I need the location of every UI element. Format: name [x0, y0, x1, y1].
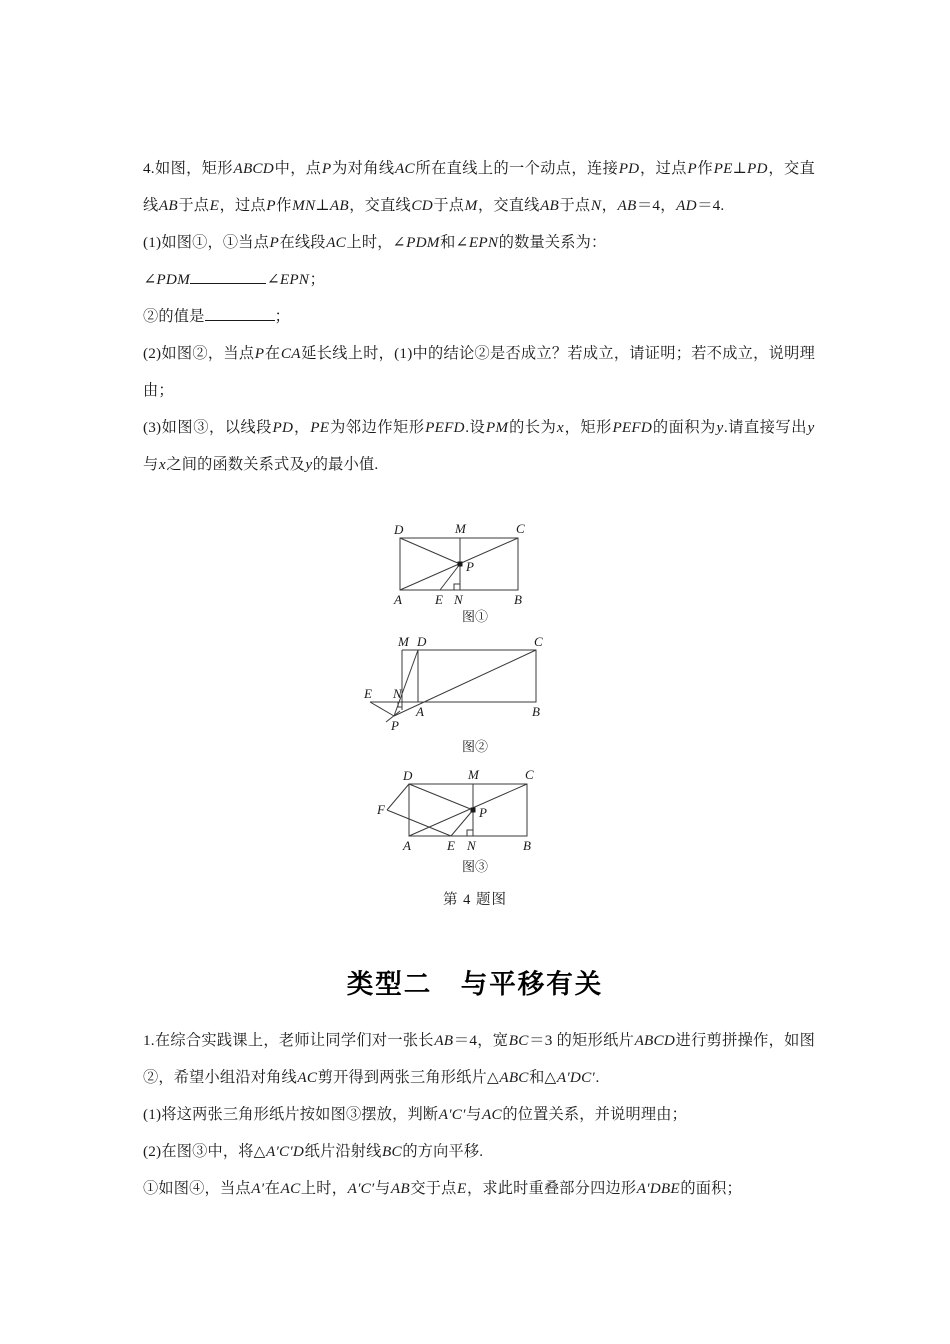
segment-pe [451, 810, 473, 836]
right-angle-mark-n [454, 584, 460, 590]
label-d: D [394, 522, 404, 537]
point-p-marker [458, 562, 463, 567]
segment-pe [370, 702, 394, 716]
problem-4-part-2: (2)如图②，当点P在CA延长线上时，(1)中的结论②是否成立？若成立，请证明；若不成立，说明理由； [143, 345, 815, 399]
figure-1-caption: 图① [461, 609, 488, 624]
figure-2-caption: 图② [461, 739, 488, 754]
segment-dp [409, 784, 473, 810]
answer-blank-relation[interactable] [190, 269, 266, 284]
problem-number: 4. [143, 160, 155, 177]
label-e: E [447, 838, 455, 853]
problem-1-part-1: (1)将这两张三角形纸片按如图③摆放，判断A′C′与AC的位置关系，并说明理由； [143, 1106, 688, 1123]
figure-2 [0, 632, 950, 756]
label-e: E [435, 592, 443, 607]
problem-1-stem: 1.在综合实践课上，老师让同学们对一张长AB＝4，宽BC＝3 的矩形纸片ABCD进行剪拼操作，如图②，希望小组沿对角线AC剪开得到两张三角形纸片△ABC和△A′DC′. [143, 1032, 815, 1086]
label-n: N [467, 838, 476, 853]
label-p: P [479, 805, 487, 820]
label-b: B [532, 704, 540, 719]
problem-number: 1. [143, 1032, 155, 1049]
label-a: A [403, 838, 411, 853]
problem-4-part-3: (3)如图③，以线段PD，PE为邻边作矩形PEFD.设PM的长为x，矩形PEFD的面积为y.请直接写出y与x之间的函数关系式及y的最小值. [143, 419, 815, 473]
problem-4-stem: 4.如图，矩形ABCD中，点P为对角线AC所在直线上的一个动点，连接PD，过点P作PE⊥PD，交直线AB于点E，过点P作MN⊥AB，交直线CD于点M，交直线AB于点N，AB＝4，AD＝4. [143, 160, 815, 214]
problem-1-part-2-sub1: ①如图④，当点A′在AC上时，A′C′与AB交于点E，求此时重叠部分四边形A′DBE的面积； [143, 1180, 742, 1197]
figure-3-drawing [375, 762, 575, 858]
figure-3 [0, 762, 950, 910]
label-c: C [534, 634, 543, 649]
figure-3-caption: 图③ [461, 859, 488, 874]
label-b: B [523, 838, 531, 853]
right-angle-mark-n [467, 830, 473, 836]
label-c: C [525, 767, 534, 782]
figure-1-drawing [380, 516, 570, 608]
problem-1-body [143, 1022, 815, 1207]
label-a: A [394, 592, 402, 607]
problem-4-body [143, 150, 815, 483]
label-d: D [417, 634, 427, 649]
problem-4-figures [0, 516, 950, 910]
label-c: C [516, 521, 525, 536]
label-f: F [377, 802, 385, 817]
label-m: M [468, 767, 479, 782]
label-a: A [416, 704, 424, 719]
label-n: N [393, 686, 402, 701]
label-n: N [454, 592, 463, 607]
label-m: M [455, 521, 466, 536]
answer-blank-value[interactable] [205, 306, 275, 321]
section-heading [0, 962, 950, 1001]
problem-1-part-2: (2)在图③中，将△A′C′D纸片沿射线BC的方向平移. [143, 1143, 484, 1160]
segment-df [387, 784, 409, 810]
figure-group-caption: 第 4 题图 [443, 892, 507, 908]
figure-2-drawing [360, 632, 590, 738]
label-b: B [514, 592, 522, 607]
figure-1 [0, 516, 950, 626]
angle-epn-label: ∠EPN [266, 271, 310, 288]
angle-pdm-label: ∠PDM [143, 271, 190, 288]
label-p: P [466, 559, 474, 574]
problem-4-part-1-answer-line: ∠PDM ∠EPN； [143, 261, 815, 298]
problem-4-part-1-sub2: ②的值是 ； [143, 298, 815, 335]
segment-dp [400, 538, 460, 564]
label-e: E [364, 686, 372, 701]
diagonal-ac [409, 784, 527, 836]
label-m: M [398, 634, 409, 649]
label-d: D [403, 768, 413, 783]
label-p: P [391, 718, 399, 733]
section-heading-text: 类型二 与平移有关 [346, 969, 604, 999]
problem-4-part-1: (1)如图①，①当点P在线段AC上时，∠PDM和∠EPN的数量关系为： [143, 234, 607, 251]
point-p-marker [471, 808, 476, 813]
